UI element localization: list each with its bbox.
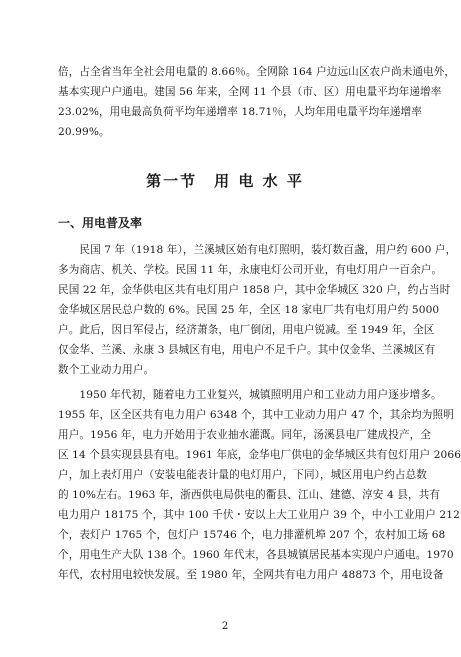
text-line: 1950 年代初，随着电力工业复兴，城镇照明用户和工业动力用户逐步增多。 (58, 389, 442, 401)
text-line: 民国 7 年（1918 年），兰溪城区始有电灯照明，装灯数百盏，用户约 600 户， (58, 244, 457, 256)
text-line: 个，表灯户 1765 个，包灯户 15746 个，电力排灌机埠 207 个，农村加工场 68 (58, 529, 446, 541)
text-line: 用户。1956 年，电力开始用于农业抽水灌溉。同年，汤溪县电厂建成投产，全 (58, 429, 432, 441)
text-line: 数个工业动力用户。 (58, 364, 155, 376)
body-paragraph-2 (58, 385, 461, 585)
text-line: 多为商店、机关、学校。民国 11 年，永康电灯公司开业，有电灯用户一百余户。 (58, 264, 443, 276)
text-line: 仅金华、兰溪、永康 3 县城区有电，用电户不足千户。其中仅金华、兰溪城区有 (58, 344, 436, 356)
text-line: 20.99%。 (58, 126, 110, 138)
section-title: 第一节 用 电 水 平 (146, 172, 304, 190)
text-line: 电力用户 18175 个，其中 100 千伏・安以上大工业用户 39 个，中小工业用户 212 (58, 509, 460, 521)
text-line: 民国 22 年，金华供电区共有电灯用户 1858 户，其中金华城区 320 户，约占当时 (58, 284, 451, 296)
intro-paragraph (58, 62, 456, 142)
text-line: 年代，农村用电较快发展。至 1980 年，全网共有电力用户 48873 个，用电设备 (58, 569, 444, 581)
text-line: 区 14 个县实现县县有电。1961 年底，金华电厂供电的金华城区共有包灯用户 2066 (58, 449, 461, 461)
text-line: 1955 年，区全区共有电力用户 6348 个，其中工业动力用户 47 个，其余均为照明 (58, 409, 454, 421)
text-line: 23.02%，用电最高负荷平均年递增率 18.71％，人均年用电量平均年递增率 (58, 106, 423, 118)
text-line: 基本实现户户通电。建国 56 年来，全网 11 个县（市、区）用电量平均年递增率 (58, 86, 442, 98)
text-line: 的 10%左右。1963 年，浙西供电局供电的衢县、江山、建德、淳安 4 县，共有 (58, 489, 441, 501)
body-paragraph-1 (58, 240, 457, 380)
text-line: 金华城区居民总户数的 6%。民国 25 年，全区 18 家电厂共有电灯用户约 5000 (58, 304, 440, 316)
text-line: 个，用电生产大队 138 个。1960 年代末，各县城镇居民基本实现户户通电。1970 (58, 549, 454, 561)
text-line: 户。此后，因日军侵占，经济萧条，电厂倒闭，用电户锐减。至 1949 年，全区 (58, 324, 435, 336)
subsection-title: 一、用电普及率 (58, 216, 143, 230)
text-line: 倍，占全省当年全社会用电量的 8.66％。全网除 164 户边远山区农户尚未通电外， (58, 66, 456, 78)
page-number: 2 (221, 621, 229, 632)
text-line: 户，加上表灯用户（安装电能表计量的电灯用户，下同），城区用电户约占总数 (58, 469, 427, 481)
